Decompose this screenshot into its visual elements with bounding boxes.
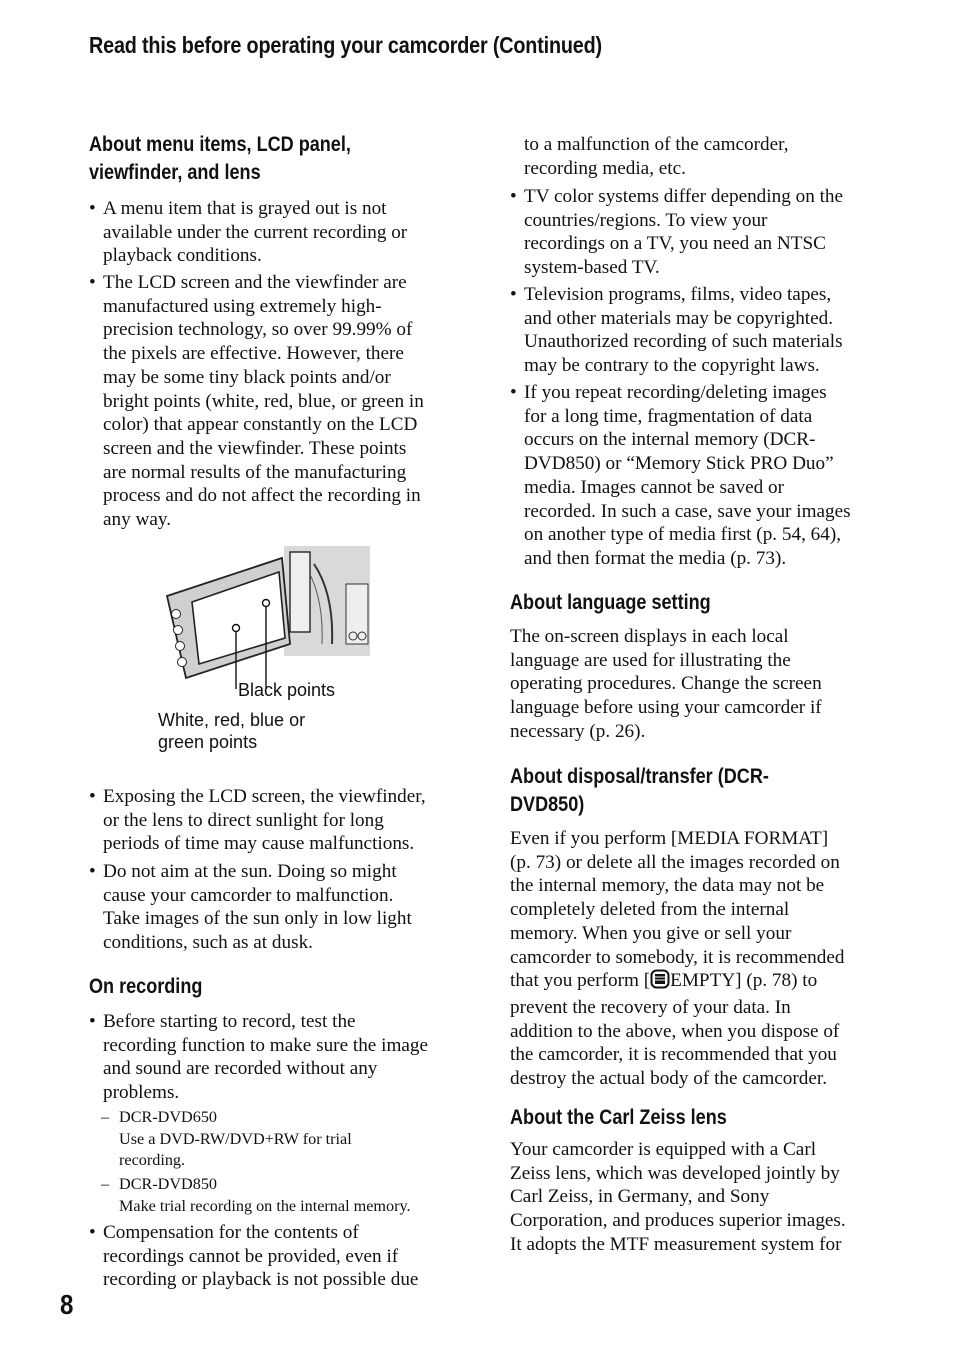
white-points-label: White, red, blue or green points <box>158 710 306 752</box>
carl-zeiss-paragraph: Your camcorder is equipped with a Carl Zeiss lens, which was developed jointly by Carl Zeiss, in Germany, and Sony Corporation, and produces superior images. It adopts the MTF measurement system for <box>510 1139 846 1255</box>
section-heading-disposal: About disposal/transfer (DCR- DVD850) <box>510 765 769 816</box>
section-heading-carl-zeiss: About the Carl Zeiss lens <box>510 1106 727 1129</box>
continued-bullet-text: to a malfunction of the camcorder, recording media, etc. <box>524 134 789 179</box>
section-heading-language: About language setting <box>510 591 711 614</box>
section-heading-menu-items: About menu items, LCD panel, viewfinder, and lens <box>89 133 351 184</box>
lcd-illustration <box>164 544 374 689</box>
page-header-title: Read this before operating your camcorder (Continued) <box>89 32 602 58</box>
black-points-label: Black points <box>238 680 336 700</box>
disposal-paragraph: Even if you perform [MEDIA FORMAT] (p. 73) or delete all the images recorded on the internal memory, the data may not be completely deleted from the internal memory. When you give or sell your camcorder to somebody, it is recommended that you perform [ EMPTY] (p. 78) to prevent the recovery of your data. In addition to the above, when you dispose of the camcorder, it is recommended that you destroy the actual body of the camcorder. <box>510 828 845 1090</box>
camcorder-lcd-drawing <box>164 544 374 689</box>
language-paragraph: The on-screen displays in each local language are used for illustrating the operating procedures. Change the screen language before using your camcorder if necessary (p. 26). <box>510 626 822 742</box>
section-heading-on-recording: On recording <box>89 975 203 998</box>
page-number: 8 <box>60 1289 74 1320</box>
internal-memory-icon <box>650 969 670 996</box>
